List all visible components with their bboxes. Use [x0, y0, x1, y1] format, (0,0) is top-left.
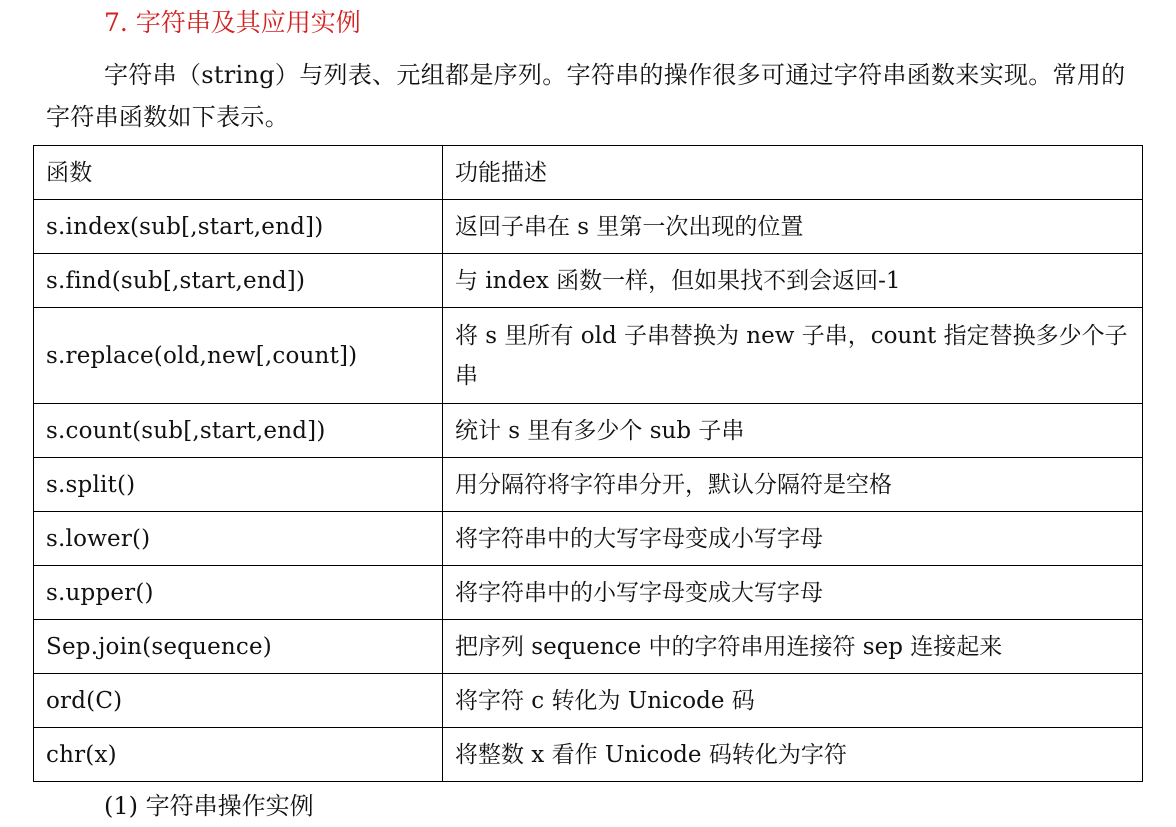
- function-cell: chr(x): [34, 728, 443, 782]
- function-cell: s.lower(): [34, 512, 443, 566]
- description-cell: 返回子串在 s 里第一次出现的位置: [443, 200, 1143, 254]
- function-cell: Sep.join(sequence): [34, 620, 443, 674]
- table-row: [34, 512, 1143, 566]
- description-cell: 将字符 c 转化为 Unicode 码: [443, 674, 1143, 728]
- header-description: 功能描述: [443, 146, 1143, 200]
- function-cell: s.index(sub[,start,end]): [34, 200, 443, 254]
- intro-paragraph: 字符串（string）与列表、元组都是序列。字符串的操作很多可通过字符串函数来实现。常用的字符串函数如下表示。: [46, 61, 1126, 131]
- function-cell: s.split(): [34, 458, 443, 512]
- table-row: [34, 728, 1143, 782]
- function-cell: s.upper(): [34, 566, 443, 620]
- description-cell: 用分隔符将字符串分开，默认分隔符是空格: [443, 458, 1143, 512]
- description-cell: 将整数 x 看作 Unicode 码转化为字符: [443, 728, 1143, 782]
- description-cell: 把序列 sequence 中的字符串用连接符 sep 连接起来: [443, 620, 1143, 674]
- table-row: [34, 200, 1143, 254]
- table-row: [34, 404, 1143, 458]
- function-cell: s.replace(old,new[,count]): [34, 308, 443, 404]
- string-functions-table: [33, 145, 1143, 782]
- section-heading: 7. 字符串及其应用实例: [104, 8, 361, 37]
- function-cell: s.count(sub[,start,end]): [34, 404, 443, 458]
- description-cell: 统计 s 里有多少个 sub 子串: [443, 404, 1143, 458]
- table-header-row: [34, 146, 1143, 200]
- table-row: [34, 308, 1143, 404]
- header-function: 函数: [34, 146, 443, 200]
- function-cell: ord(C): [34, 674, 443, 728]
- description-cell: 将字符串中的大写字母变成小写字母: [443, 512, 1143, 566]
- table-row: [34, 674, 1143, 728]
- table-row: [34, 566, 1143, 620]
- table-row: [34, 458, 1143, 512]
- description-cell: 将字符串中的小写字母变成大写字母: [443, 566, 1143, 620]
- table-row: [34, 620, 1143, 674]
- subsection-heading: (1) 字符串操作实例: [104, 792, 314, 820]
- description-cell: 将 s 里所有 old 子串替换为 new 子串，count 指定替换多少个子串: [443, 308, 1143, 404]
- function-cell: s.find(sub[,start,end]): [34, 254, 443, 308]
- table-row: [34, 254, 1143, 308]
- description-cell: 与 index 函数一样，但如果找不到会返回-1: [443, 254, 1143, 308]
